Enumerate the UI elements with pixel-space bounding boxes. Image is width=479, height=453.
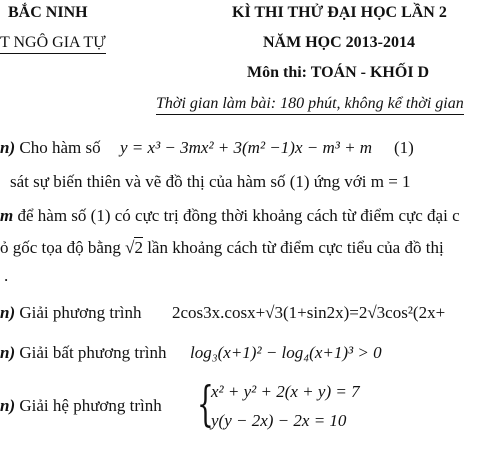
question-1-function: y = x³ − 3mx² + 3(m² −1)x − m³ + m [120,138,373,157]
question-1-part-b-end: . [4,266,9,285]
province-name: BẮC NINH [8,4,88,21]
question-4-equation-1: x² + y² + 2(x + y) = 7 [211,382,360,401]
school-year: NĂM HỌC 2013-2014 [263,34,415,51]
cut-off-text-line [0,446,479,453]
question-2-equation: 2cos3x.cosx+√3(1+sin2x)=2√3cos²(2x+ [172,303,446,322]
question-3-header [0,343,166,363]
exam-duration: Thời gian làm bài: 180 phút, không kể thời gian [156,95,464,115]
question-3-text: Giải bất phương trình [19,343,167,362]
question-1-part-a: sát sự biến thiên và vẽ đồ thị của hàm số (1) ứng với m = 1 [10,172,411,191]
school-name: T NGÔ GIA TỰ [0,34,106,54]
question-1-part-b [0,206,460,226]
question-1-header [0,138,101,158]
sqrt-expression: √2 [125,238,143,257]
question-1-label: n) [0,138,16,157]
question-2-text: Giải phương trình [19,303,142,322]
question-3-inequality: log₃(x+1)² − log₄(x+1)³ > 0 [190,343,382,362]
exam-subject: Môn thi: TOÁN - KHỐI D [247,64,430,81]
question-1-intro: Cho hàm số [19,138,101,157]
question-4-text: Giải hệ phương trình [19,396,162,415]
question-1-part-b-text: để hàm số (1) có cực trị đồng thời khoảng cách từ điểm cực đại c [17,206,460,225]
sqrt-value: 2 [134,238,143,257]
question-1-part-b-prefix: m [0,206,14,225]
question-3-label: n) [0,343,16,362]
question-4-header [0,396,162,416]
system-brace: { [197,376,214,432]
question-1-part-b-line2 [0,238,444,258]
question-1-part-b2: ỏ gốc tọa độ bằng [0,238,121,257]
question-2-label: n) [0,303,16,322]
question-1-part-b3: lần khoảng cách từ điểm cực tiểu của đồ thị [147,238,444,257]
question-1-function-number: (1) [394,138,414,157]
question-4-equation-2: y(y − 2x) − 2x = 10 [211,411,347,430]
question-4-label: n) [0,396,16,415]
question-2-header [0,303,141,323]
exam-title: KÌ THI THỬ ĐẠI HỌC LẦN 2 [232,4,447,21]
